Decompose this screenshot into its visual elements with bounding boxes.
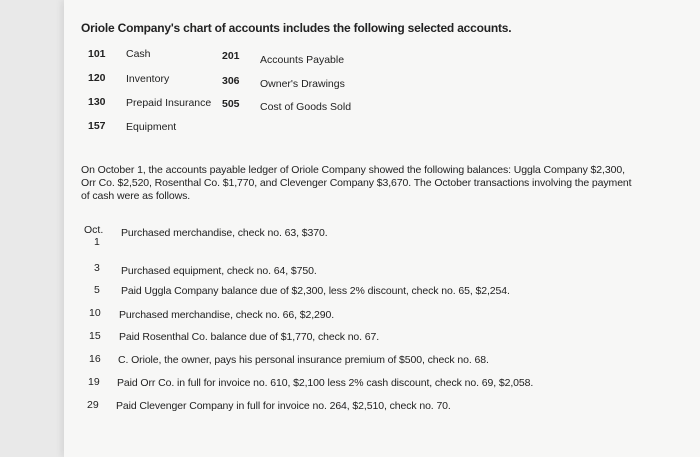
account-name: Owner's Drawings	[260, 78, 345, 90]
transaction-day: 16	[89, 353, 101, 365]
transaction-text: Paid Clevenger Company in full for invoice no. 264, $2,510, check no. 70.	[116, 400, 451, 412]
intro-heading: Oriole Company's chart of accounts includes the following selected accounts.	[81, 21, 512, 35]
transaction-text: Purchased merchandise, check no. 63, $370.	[121, 227, 328, 239]
transaction-text: C. Oriole, the owner, pays his personal insurance premium of $500, check no. 68.	[118, 354, 489, 366]
transaction-text: Paid Orr Co. in full for invoice no. 610, $2,100 less 2% cash discount, check no. 69, $2,058.	[117, 377, 534, 389]
account-number: 101	[88, 48, 106, 60]
account-name: Accounts Payable	[260, 54, 345, 66]
account-name: Equipment	[126, 121, 177, 133]
transaction-day: 29	[87, 399, 99, 411]
transaction-day: 3	[94, 262, 100, 274]
account-number: 157	[88, 120, 106, 132]
account-number: 130	[88, 96, 106, 108]
month-label: Oct.	[84, 224, 104, 236]
account-name: Prepaid Insurance	[126, 97, 212, 109]
transaction-day: 15	[89, 330, 101, 342]
transaction-day: 10	[89, 307, 101, 319]
account-name: Cash	[126, 48, 151, 60]
account-name: Inventory	[126, 73, 170, 85]
account-number: 201	[222, 50, 240, 62]
transaction-day: 5	[94, 284, 100, 296]
balances-paragraph: On October 1, the accounts payable ledger of Oriole Company showed the following balances: Uggla Company $2,300, Orr Co. $2,520, Rosenthal Co. $1,770, and Clevenger Company $3,670. The October transactions involving the payment of cash were as follows.	[81, 164, 632, 202]
transaction-text: Paid Uggla Company balance due of $2,300, less 2% discount, check no. 65, $2,254.	[121, 285, 510, 297]
transaction-text: Purchased equipment, check no. 64, $750.	[121, 265, 317, 277]
account-name: Cost of Goods Sold	[260, 101, 352, 113]
transaction-text: Paid Rosenthal Co. balance due of $1,770, check no. 67.	[119, 331, 380, 343]
account-number: 306	[222, 75, 240, 87]
transaction-day: 19	[88, 376, 100, 388]
transaction-text: Purchased merchandise, check no. 66, $2,290.	[119, 309, 335, 321]
account-number: 505	[222, 98, 240, 110]
account-number: 120	[88, 72, 106, 84]
transaction-day: 1	[94, 236, 100, 248]
